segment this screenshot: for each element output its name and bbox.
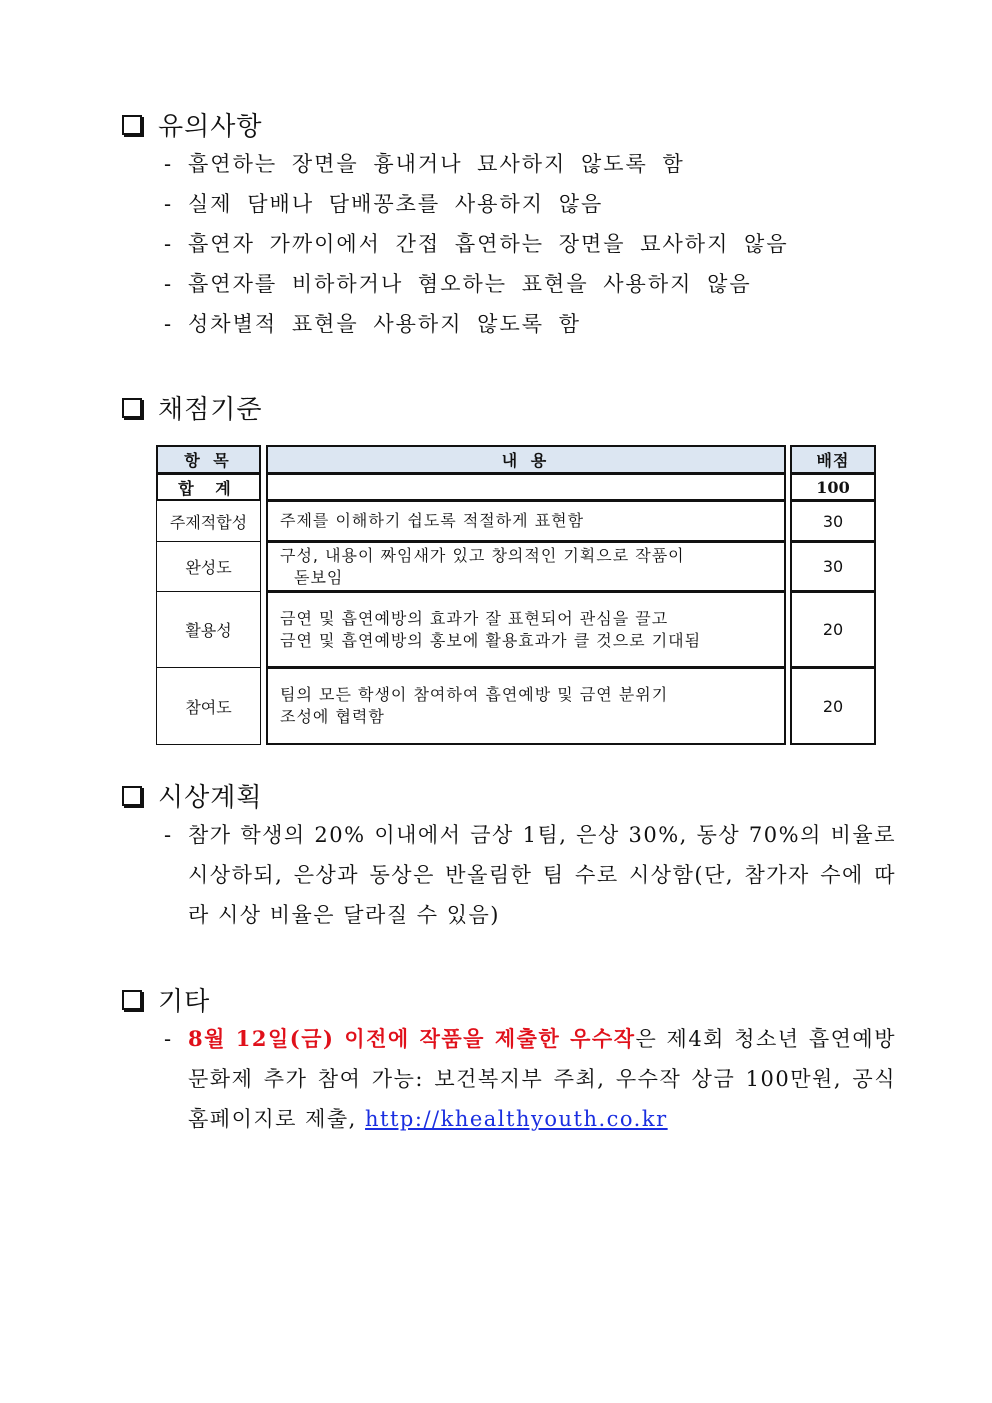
section-awards-heading bbox=[122, 777, 262, 814]
table-total-label: 합 계 bbox=[156, 473, 261, 501]
list-item: - 흡연자 가까이에서 간접 흡연하는 장면을 묘사하지 않음 bbox=[164, 232, 789, 256]
table-row-item: 주제적합성 bbox=[156, 500, 261, 542]
section-title: 유의사항 bbox=[158, 112, 263, 142]
table-row-content: 팀의 모든 학생이 참여하여 흡연예방 및 금연 분위기 조성에 협력함 bbox=[266, 667, 786, 745]
checkbox-icon bbox=[122, 398, 142, 418]
section-other-heading bbox=[122, 981, 210, 1018]
table-total-score: 100 bbox=[790, 473, 876, 501]
section-criteria-heading bbox=[122, 389, 262, 426]
checkbox-icon bbox=[122, 786, 142, 806]
table-row-item: 활용성 bbox=[156, 591, 261, 668]
criteria-table bbox=[156, 445, 876, 745]
table-row-content: 주제를 이해하기 쉽도록 적절하게 표현함 bbox=[266, 500, 786, 542]
checkbox-icon bbox=[122, 115, 142, 135]
table-row-item: 참여도 bbox=[156, 667, 261, 745]
other-paragraph: - 8월 12일(금) 이전에 작품을 제출한 우수작은 제4회 청소년 흡연예방 문화제 추가 참여 가능: 보건복지부 주최, 우수작 상금 100만원, 공식 홈페이지로 제출, http://khealthyouth.co.kr bbox=[164, 1026, 896, 1131]
section-notes-heading bbox=[122, 106, 262, 143]
table-row-content: 구성, 내용이 짜임새가 있고 창의적인 기획으로 작품이 돋보임 bbox=[266, 541, 786, 592]
table-row-item: 완성도 bbox=[156, 541, 261, 592]
table-header-score: 배점 bbox=[790, 445, 876, 474]
checkbox-icon bbox=[122, 990, 142, 1010]
list-item: - 성차별적 표현을 사용하지 않도록 함 bbox=[164, 312, 581, 336]
table-header-item: 항 목 bbox=[156, 445, 261, 474]
highlight-text: 8월 12일(금) 이전에 작품을 제출한 우수작 bbox=[188, 1026, 636, 1051]
awards-paragraph: - 참가 학생의 20% 이내에서 금상 1팀, 은상 30%, 동상 70%의 비율로 시상하되, 은상과 동상은 반올림한 팀 수로 시상함(단, 참가자 수에 따라 시상 비율은 달라질 수 있음) bbox=[164, 823, 896, 927]
table-total-content bbox=[266, 473, 786, 501]
notes-list bbox=[164, 144, 789, 344]
list-item: - 흡연하는 장면을 흉내거나 묘사하지 않도록 함 bbox=[164, 152, 685, 176]
table-row-score: 30 bbox=[790, 541, 876, 592]
homepage-link[interactable]: http://khealthyouth.co.kr bbox=[365, 1107, 668, 1131]
table-header-content: 내 용 bbox=[266, 445, 786, 474]
table-row-score: 20 bbox=[790, 667, 876, 745]
list-item: - 흡연자를 비하하거나 혐오하는 표현을 사용하지 않음 bbox=[164, 272, 752, 296]
section-title: 시상계획 bbox=[158, 783, 263, 813]
table-row-score: 20 bbox=[790, 591, 876, 668]
section-title: 기타 bbox=[158, 987, 211, 1017]
table-row-content: 금연 및 흡연예방의 효과가 잘 표현되어 관심을 끌고 금연 및 흡연예방의 홍보에 활용효과가 클 것으로 기대됨 bbox=[266, 591, 786, 668]
table-row-score: 30 bbox=[790, 500, 876, 542]
list-item: - 실제 담배나 담배꽁초를 사용하지 않음 bbox=[164, 192, 604, 216]
section-title: 채점기준 bbox=[158, 395, 263, 425]
